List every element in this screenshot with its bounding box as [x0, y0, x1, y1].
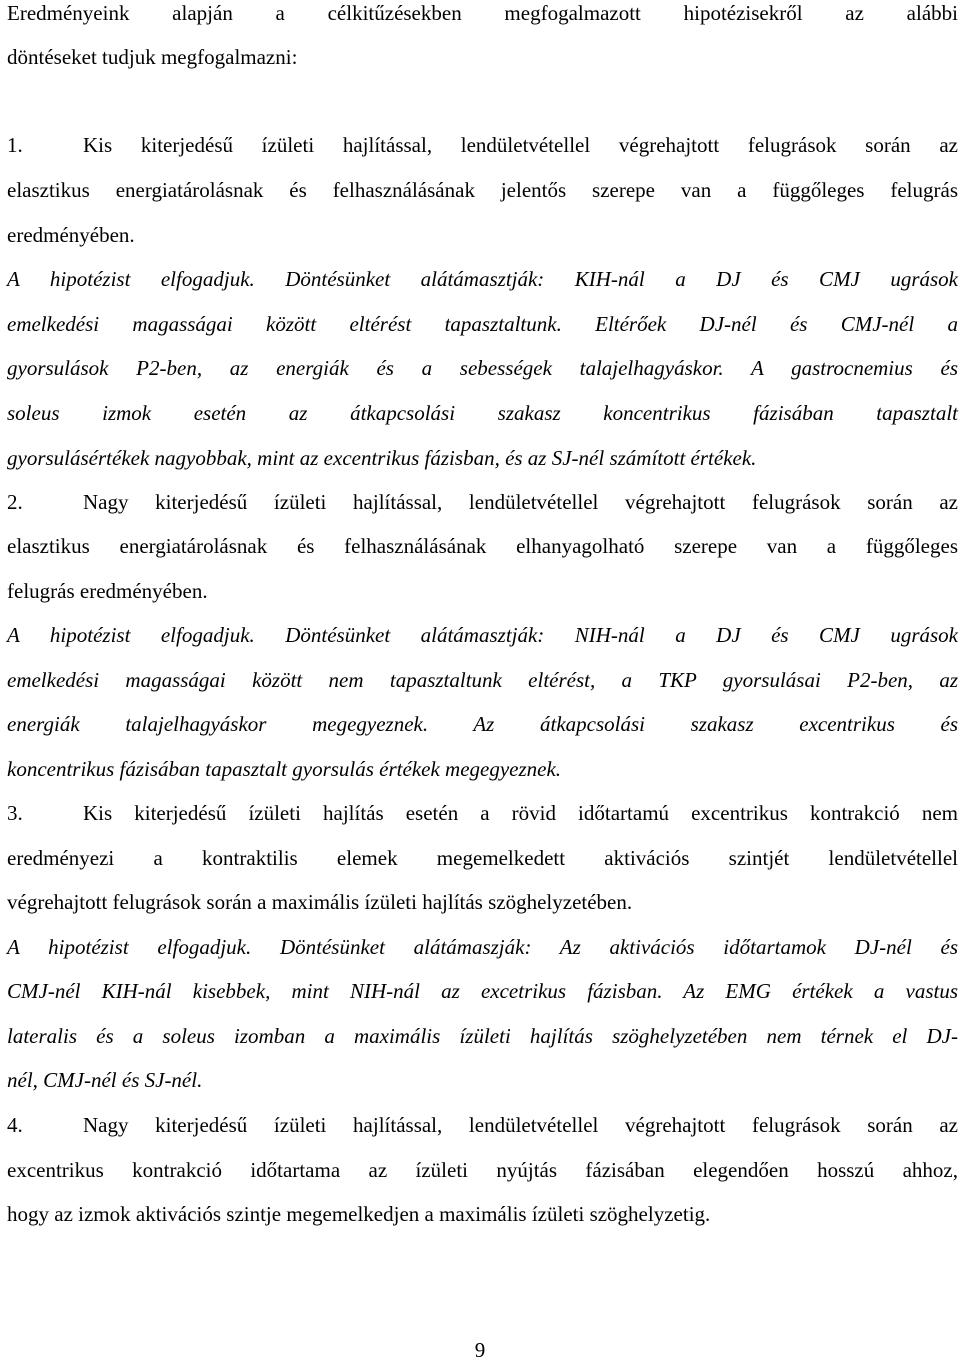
item-3-text-line-2: eredményezi a kontraktilis elemek megemelkedett aktivációs szintjét lendületvétellel	[7, 846, 958, 870]
item-3-text-line-3: végrehajtott felugrások során a maximális ízületi hajlítás szöghelyzetében.	[7, 890, 633, 914]
item-3-first-line	[7, 800, 958, 826]
item-3-text-line-1: Kis kiterjedésű ízületi hajlítás esetén a rövid időtartamú excentrikus kontrakció nem	[83, 801, 958, 825]
item-1-text-line-3: eredményében.	[7, 223, 135, 247]
intro-line-2: döntéseket tudjuk megfogalmazni:	[7, 45, 298, 69]
item-4-text-line-2: excentrikus kontrakció időtartama az ízületi nyújtás fázisában elegendően hosszú ahhoz,	[7, 1158, 958, 1182]
item-2-text-line-2: elasztikus energiatárolásnak és felhasználásának elhanyagolható szerepe van a függőleges	[7, 534, 958, 558]
intro-line-1: Eredményeink alapján a célkitűzésekben megfogalmazott hipotézisekről az alábbi	[7, 1, 958, 25]
item-1-text-line-1: Kis kiterjedésű ízületi hajlítással, lendületvétellel végrehajtott felugrások során az	[83, 133, 958, 157]
item-2-decision-line-4: koncentrikus fázisában tapasztalt gyorsulás értékek megegyeznek.	[7, 757, 562, 781]
page-number: 9	[474, 1338, 486, 1362]
item-2-text-line-3: felugrás eredményében.	[7, 579, 208, 603]
item-2-text-line-1: Nagy kiterjedésű ízületi hajlítással, lendületvétellel végrehajtott felugrások során az	[83, 490, 958, 514]
item-3-number: 3.	[7, 801, 23, 825]
item-1-decision-line-4: soleus izmok esetén az átkapcsolási szakasz koncentrikus fázisában tapasztalt	[7, 401, 958, 425]
item-3-decision-line-1: A hipotézist elfogadjuk. Döntésünket alátámaszják: Az aktivációs időtartamok DJ-nél és	[7, 935, 958, 959]
item-4-number: 4.	[7, 1113, 23, 1137]
item-2-decision-line-3: energiák talajelhagyáskor megegyeznek. Az átkapcsolási szakasz excentrikus és	[7, 712, 958, 736]
item-2-decision-line-2: emelkedési magasságai között nem tapasztaltunk eltérést, a TKP gyorsulásai P2-ben, az	[7, 668, 958, 692]
item-1-decision-line-1: A hipotézist elfogadjuk. Döntésünket alátámasztják: KIH-nál a DJ és CMJ ugrások	[7, 267, 958, 291]
item-3-decision-line-4: nél, CMJ-nél és SJ-nél.	[7, 1068, 203, 1092]
item-2-first-line	[7, 489, 958, 515]
item-3-decision-line-2: CMJ-nél KIH-nál kisebbek, mint NIH-nál az excetrikus fázisban. Az EMG értékek a vastus	[7, 979, 958, 1003]
item-1-first-line	[7, 132, 958, 158]
item-1-decision-line-3: gyorsulások P2-ben, az energiák és a sebességek talajelhagyáskor. A gastrocnemius és	[7, 356, 958, 380]
item-2-number: 2.	[7, 490, 23, 514]
item-1-decision-line-5: gyorsulásértékek nagyobbak, mint az excentrikus fázisban, és az SJ-nél számított értékek.	[7, 446, 757, 470]
item-4-text-line-3: hogy az izmok aktivációs szintje megemelkedjen a maximális ízületi szöghelyzetig.	[7, 1202, 711, 1226]
item-2-decision-line-1: A hipotézist elfogadjuk. Döntésünket alátámasztják: NIH-nál a DJ és CMJ ugrások	[7, 623, 958, 647]
item-1-number: 1.	[7, 133, 23, 157]
item-3-decision-line-3: lateralis és a soleus izomban a maximális ízületi hajlítás szöghelyzetében nem térnek el DJ-	[7, 1024, 958, 1048]
item-4-text-line-1: Nagy kiterjedésű ízületi hajlítással, lendületvétellel végrehajtott felugrások során az	[83, 1113, 958, 1137]
item-4-first-line	[7, 1112, 958, 1138]
item-1-text-line-2: elasztikus energiatárolásnak és felhasználásának jelentős szerepe van a függőleges felugrás	[7, 178, 958, 202]
item-1-decision-line-2: emelkedési magasságai között eltérést tapasztaltunk. Eltérőek DJ-nél és CMJ-nél a	[7, 312, 958, 336]
